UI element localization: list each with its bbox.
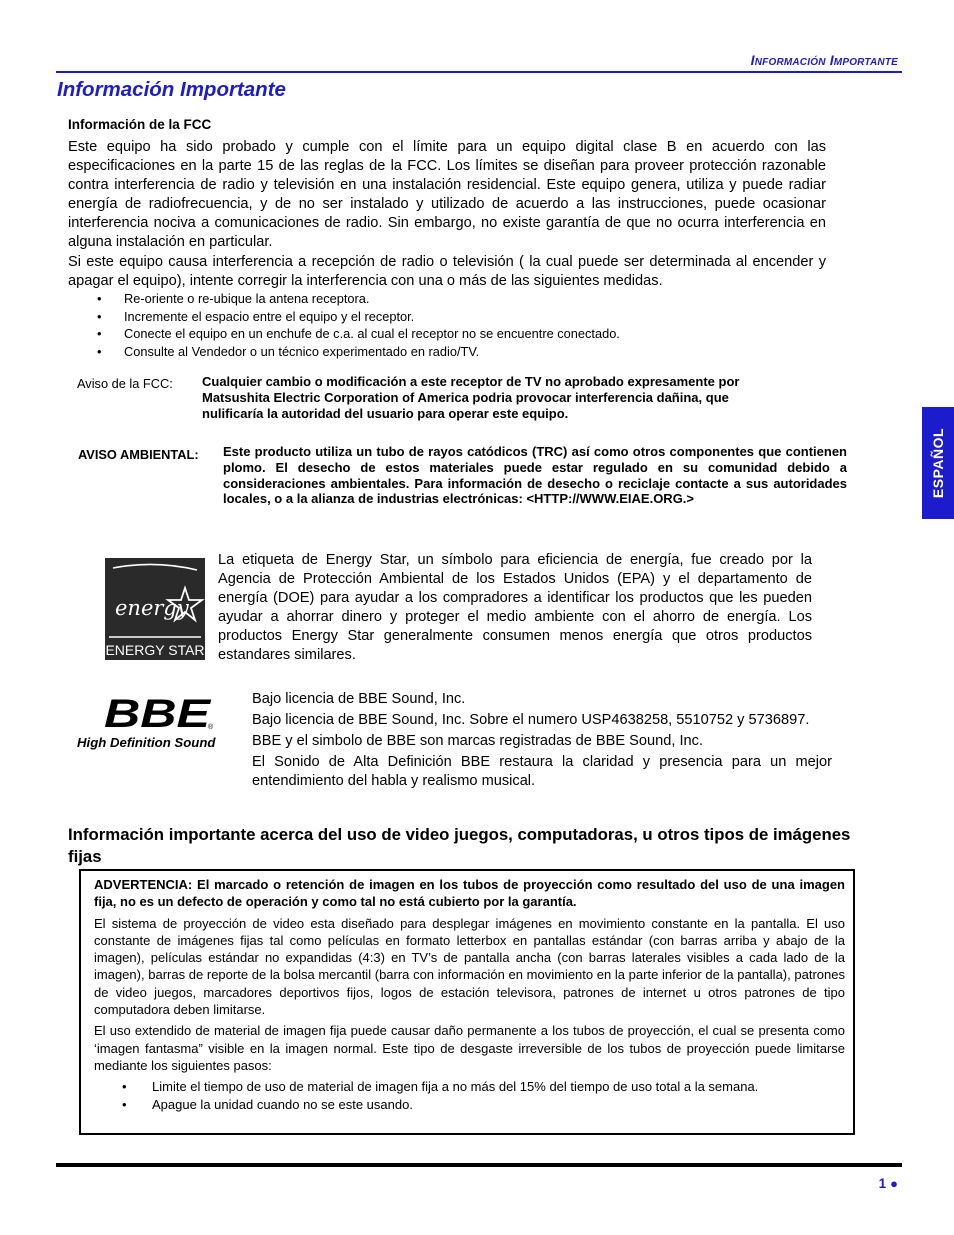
- energy-star-paragraph: La etiqueta de Energy Star, un símbolo para eficiencia de energía, fue creado por la Agencia de Protección Ambiental de los Estados Unidos (EPA) y el departamento de energía (DOE) para ayudar a los compradores a identificar los productos que les pueden ayudar a ahorrar dinero y proteger el medio ambiente con el ahorro de energía. Los productos Energy Star generalmente consumen menos energía que otros productos estandares similares.: [218, 552, 812, 663]
- list-item: [97, 308, 620, 326]
- energy-star-logo-label: ENERGY STAR: [105, 642, 205, 658]
- list-item-text: Limite el tiempo de uso de material de imagen fija a no más del 15% del tiempo de uso total a la semana.: [152, 1079, 759, 1095]
- bullet-glyph: •: [97, 291, 102, 306]
- bbe-line: El Sonido de Alta Definición BBE restaura la claridad y presencia para un mejor entendimiento del habla y realismo musical.: [252, 754, 832, 789]
- bullet-glyph: •: [97, 343, 102, 359]
- header-rule: [56, 71, 902, 73]
- warning-paragraph-2: El uso extendido de material de imagen fija puede causar daño permanente a los tubos de proyección, el cual se presenta como ‘imagen fantasma” visible en la imagen normal. Este tipo de desgaste irreversible de los tubos de proyección puede limitarse mediante los siguientes pasos:: [94, 1023, 845, 1073]
- fcc-bullet-list: [97, 290, 620, 360]
- list-item: [97, 325, 620, 343]
- page-number: [879, 1176, 898, 1191]
- warning-bullet-list: [94, 1078, 845, 1114]
- bullet-glyph: •: [97, 308, 102, 324]
- list-item-text: Conecte el equipo en un enchufe de c.a. al cual el receptor no se encuentre conectado.: [124, 326, 620, 342]
- fcc-heading: Información de la FCC: [68, 117, 212, 132]
- list-item-text: Incremente el espacio entre el equipo y el receptor.: [124, 308, 415, 324]
- bbe-line: BBE y el simbolo de BBE son marcas registradas de BBE Sound, Inc.: [252, 733, 704, 749]
- bullet-glyph: •: [122, 1097, 127, 1113]
- warning-box: [79, 869, 855, 1135]
- page-bullet-icon: ●: [890, 1176, 898, 1191]
- bbe-line: Bajo licencia de BBE Sound, Inc. Sobre el numero USP4638258, 5510752 y 5736897.: [252, 712, 810, 728]
- language-side-tab: [922, 407, 954, 519]
- list-item-text: Re-oriente o re-ubique la antena receptora.: [124, 291, 370, 306]
- list-item-text: Consulte al Vendedor o un técnico experimentado en radio/TV.: [124, 343, 480, 359]
- energy-script-text: energy: [115, 596, 189, 620]
- fcc-paragraph-1: Este equipo ha sido probado y cumple con el límite para un equipo digital clase B en acuerdo con las especificaciones en la parte 15 de las reglas de la FCC. Los límites se diseñan para proveer protección razonable contra interferencia de radio y televisión en una instalación residencial. Este equipo genera, utiliza y puede radiar energía de radiofrecuencia, y de no ser instalado y utilizado de acuerdo a las instrucciones, puede ocasionar interferencia nociva a comunicaciones de radio. Sin embargo, no existe garantía de que no ocurra interferencia en alguna instalación en particular.: [68, 139, 826, 250]
- list-item: [97, 343, 620, 361]
- energy-star-icon: [105, 558, 205, 660]
- fcc-notice-text: Cualquier cambio o modificación a este receptor de TV no aprobado expresamente por Matsushita Electric Corporation of America podria provocar interferencia dañina, que nulificaría la autoridad del usuario para operar este equipo.: [202, 374, 740, 421]
- registered-mark: ®: [208, 724, 214, 731]
- environmental-notice-label: AVISO AMBIENTAL:: [78, 447, 199, 462]
- bullet-glyph: •: [122, 1079, 127, 1095]
- warning-text: ADVERTENCIA: El marcado o retención de imagen en los tubos de proyección como resultado del uso de una imagen fija, no es un defecto de operación y como tal no está cubierto por la garantía.: [94, 877, 845, 910]
- list-item-text: Apague la unidad cuando no se este usando.: [152, 1097, 413, 1113]
- still-images-heading: Información importante acerca del uso de video juegos, computadoras, u otros tipos de imágenes fijas: [68, 825, 851, 866]
- running-header: Información Importante: [750, 52, 898, 68]
- page-title: Información Importante: [57, 78, 286, 101]
- list-item: [94, 1096, 845, 1114]
- bbe-logo-icon: [102, 693, 220, 733]
- list-item: [97, 290, 620, 308]
- bbe-tagline: High Definition Sound: [77, 735, 216, 750]
- bbe-line: Bajo licencia de BBE Sound, Inc.: [252, 691, 466, 707]
- fcc-notice-label: Aviso de la FCC:: [77, 376, 173, 391]
- list-item: [94, 1078, 845, 1096]
- side-tab-label: ESPAÑOL: [930, 427, 946, 499]
- bbe-text-block: [252, 690, 832, 793]
- bbe-logo-text: BBE: [104, 693, 212, 733]
- environmental-notice-text: Este producto utiliza un tubo de rayos catódicos (TRC) así como otros componentes que contienen plomo. El desecho de estos materiales puede estar regulado en su comunidad debido a consideraciones ambientales. Para información de desecho o reciclaje contacte a sus autoridades locales, o a la alianza de industrias electrónicas: <HTTP://WWW.EIAE.ORG.>: [223, 444, 847, 507]
- bbe-logo: [102, 693, 220, 733]
- footer-rule: [56, 1163, 902, 1167]
- page-number-value: 1: [878, 1176, 887, 1191]
- energy-star-logo: [105, 558, 205, 660]
- bullet-glyph: •: [97, 326, 102, 342]
- warning-paragraph-1: El sistema de proyección de video esta diseñado para desplegar imágenes en movimiento constante en la pantalla. El uso constante de imágenes fijas tal como películas en formato letterbox en pantallas estándar (con barras arriba y abajo de la imagen), películas estándar no expandidas (4:3) en TV’s de pantalla ancha (con barras laterales visibles a cada lado de la imagen), barras de reporte de la bolsa mercantil (barra con información en movimiento en la parte inferior de la pantalla), patrones de video juegos, marcadores deportivos fijos, logos de estación televisora, patrones de internet u otros patrones de tipo computadora deben limitarse.: [94, 915, 845, 1018]
- fcc-paragraph-2: Si este equipo causa interferencia a recepción de radio o televisión ( la cual puede ser determinada al encender y apagar el equipo), intente corregir la interferencia con una o más de las siguientes medidas.: [68, 254, 826, 289]
